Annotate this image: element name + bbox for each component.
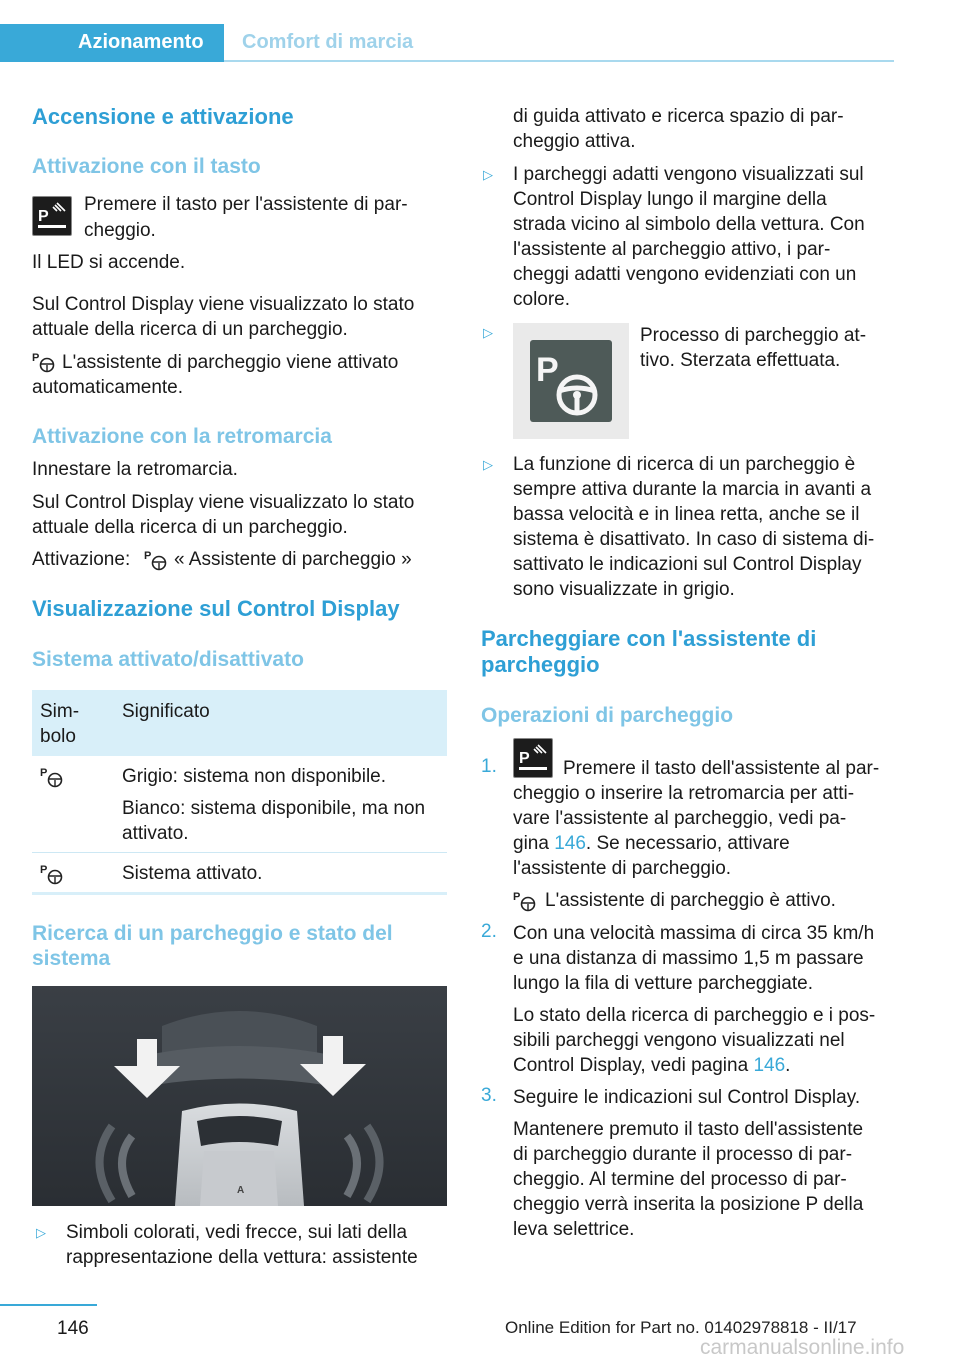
svg-text:P: P (513, 891, 521, 903)
parking-assistant-active-icon (40, 862, 66, 886)
text-s1-l4b: . Se necessario, attivare (585, 833, 790, 854)
heading-attivazione-tasto: Attivazione con il tasto (32, 155, 261, 178)
svg-text:P: P (536, 351, 559, 389)
text-b2-l4: l'assistente al parcheggio attivo, i par- (513, 239, 831, 260)
heading-visualizzazione: Visualizzazione sul Control Display (32, 596, 400, 621)
text-auto-2: automaticamente. (32, 377, 184, 398)
text-b4-l6: sono visualizzate in grigio. (513, 579, 735, 600)
text-b1-l4: cheggio attiva. (513, 131, 636, 152)
svg-text:P: P (32, 352, 40, 364)
svg-text:P: P (38, 208, 49, 225)
text-s1-l4 (513, 831, 790, 856)
text-s1-l3: vare l'assistente al parcheggio, vedi pa- (513, 808, 847, 829)
parking-assistant-icon (32, 350, 58, 374)
tab-comfort-di-marcia: Comfort di marcia (242, 31, 414, 53)
text-s3-l5: cheggio verrà inserita la posizione P della (513, 1194, 864, 1215)
text-b1-l3: di guida attivato e ricerca spazio di par- (513, 106, 844, 127)
text-attivazione-label: Attivazione: (32, 549, 131, 570)
parking-steering-icon (513, 323, 629, 439)
parking-assistant-gray-icon (40, 765, 66, 789)
parking-search-illustration (32, 986, 447, 1206)
table-r1-b1: Bianco: sistema disponibile, ma non (122, 798, 426, 819)
text-b2-l3: strada vicino al simbolo della vettura. Con (513, 214, 865, 235)
text-b4-l4: sistema è disattivato. In caso di sistema di- (513, 529, 875, 550)
table-col-simbolo-2: bolo (40, 726, 76, 747)
text-b4-l1: La funzione di ricerca di un parcheggio è (513, 454, 856, 475)
table-col-simbolo-1: Sim- (40, 701, 80, 722)
bullet-triangle-icon: ▷ (483, 325, 493, 340)
parking-assistant-icon (144, 548, 170, 572)
text-tasto-2: cheggio. (84, 220, 156, 241)
text-s3-l2: Mantenere premuto il tasto dell'assistente (513, 1119, 864, 1140)
text-s1-l2: cheggio o inserire la retromarcia per atti- (513, 783, 855, 804)
text-s3-l4: cheggio. Al termine del processo di par- (513, 1169, 847, 1190)
header-rule (224, 60, 894, 62)
text-retro-1: Innestare la retromarcia. (32, 459, 238, 480)
text-retro-2b: attuale della ricerca di un parcheggio. (32, 517, 348, 538)
parking-assistant-icon (513, 889, 539, 913)
table-row-divider (32, 852, 447, 853)
text-b2-l6: colore. (513, 289, 571, 310)
text-cd-1: Sul Control Display viene visualizzato lo stato (32, 294, 415, 315)
text-s2-l6a: Control Display, vedi pagina (513, 1055, 749, 1076)
table-r2: Sistema attivato. (122, 863, 263, 884)
text-s2-l6b: . (785, 1055, 791, 1076)
heading-accensione: Accensione e attivazione (32, 104, 294, 129)
text-tasto-1: Premere il tasto per l'assistente di par- (84, 194, 408, 215)
step-3-number: 3. (481, 1085, 497, 1106)
page-link-146[interactable]: 146 (753, 1055, 786, 1076)
watermark: carmanualsonline.info (700, 1336, 905, 1359)
table-bottom-rule (32, 892, 447, 895)
text-s2-l5: sibili parcheggi vengono visualizzati nel (513, 1030, 845, 1051)
park-assist-button-icon (32, 196, 72, 236)
text-s1-l5: l'assistente di parcheggio. (513, 858, 732, 879)
bullet-triangle-icon: ▷ (36, 1225, 46, 1240)
table-header (32, 690, 447, 756)
svg-text:P: P (144, 550, 152, 562)
bullet-triangle-icon: ▷ (483, 457, 493, 472)
text-b1-l2: rappresentazione della vettura: assistente (66, 1247, 418, 1268)
text-b4-l2: sempre attiva durante la marcia in avanti a (513, 479, 872, 500)
page-link-146[interactable]: 146 (554, 833, 586, 854)
footer-rule (0, 1304, 97, 1306)
table-r1-b2: attivato. (122, 823, 189, 844)
step-2-number: 2. (481, 921, 497, 942)
heading-operazioni: Operazioni di parcheggio (481, 704, 734, 727)
footer-edition: Online Edition for Part no. 01402978818 - II/17 (505, 1318, 857, 1337)
text-s2-l1: Con una velocità massima di circa 35 km/h (513, 923, 875, 944)
text-s3-l1: Seguire le indicazioni sul Control Display. (513, 1087, 861, 1108)
page-number: 146 (57, 1318, 89, 1339)
text-s1-l6: L'assistente di parcheggio è attivo. (545, 890, 836, 911)
heading-ricerca-2: sistema (32, 947, 111, 970)
text-b3-l2: tivo. Sterzata effettuata. (640, 350, 841, 371)
text-s2-l2: e una distanza di massimo 1,5 m passare (513, 948, 864, 969)
text-b1-l1: Simboli colorati, vedi frecce, sui lati della (66, 1222, 408, 1243)
text-b2-l1: I parcheggi adatti vengono visualizzati sul (513, 164, 864, 185)
text-led: Il LED si accende. (32, 252, 186, 273)
text-b4-l5: sattivato le indicazioni sul Control Display (513, 554, 862, 575)
heading-ricerca-1: Ricerca di un parcheggio e stato del (32, 922, 393, 945)
text-b2-l5: cheggi adatti vengono evidenziati con un (513, 264, 857, 285)
step-1-number: 1. (481, 756, 497, 777)
park-assist-button-icon (513, 738, 553, 778)
text-s1-l4a: gina (513, 833, 549, 854)
text-s3-l6: leva selettrice. (513, 1219, 635, 1240)
svg-text:A: A (237, 1185, 245, 1196)
bullet-triangle-icon: ▷ (483, 167, 493, 182)
text-retro-2a: Sul Control Display viene visualizzato lo stato (32, 492, 415, 513)
text-s3-l3: di parcheggio durante il processo di par- (513, 1144, 853, 1165)
svg-text:P: P (519, 750, 530, 767)
tab-azionamento: Azionamento (0, 24, 224, 62)
table-col-significato: Significato (122, 701, 210, 722)
text-s2-l4: Lo stato della ricerca di parcheggio e i pos- (513, 1005, 876, 1026)
heading-parcheggiare-1: Parcheggiare con l'assistente di (481, 626, 817, 651)
svg-text:P: P (40, 767, 48, 779)
heading-retromarcia: Attivazione con la retromarcia (32, 425, 332, 448)
text-s2-l3: lungo la fila di vetture parcheggiate. (513, 973, 813, 994)
table-r1-a: Grigio: sistema non disponibile. (122, 766, 387, 787)
text-auto-1: L'assistente di parcheggio viene attivato (62, 352, 399, 373)
text-b3-l1: Processo di parcheggio at- (640, 325, 867, 346)
text-s2-l6 (513, 1053, 790, 1078)
heading-sistema: Sistema attivato/disattivato (32, 648, 304, 671)
text-b2-l2: Control Display lungo il margine della (513, 189, 827, 210)
text-s1-l1: Premere il tasto dell'assistente al par- (563, 758, 880, 779)
text-cd-2: attuale della ricerca di un parcheggio. (32, 319, 348, 340)
text-b4-l3: bassa velocità e in linea retta, anche se il (513, 504, 860, 525)
svg-text:P: P (40, 864, 48, 876)
text-attivazione-value: « Assistente di parcheggio » (174, 549, 412, 570)
heading-parcheggiare-2: parcheggio (481, 652, 600, 677)
